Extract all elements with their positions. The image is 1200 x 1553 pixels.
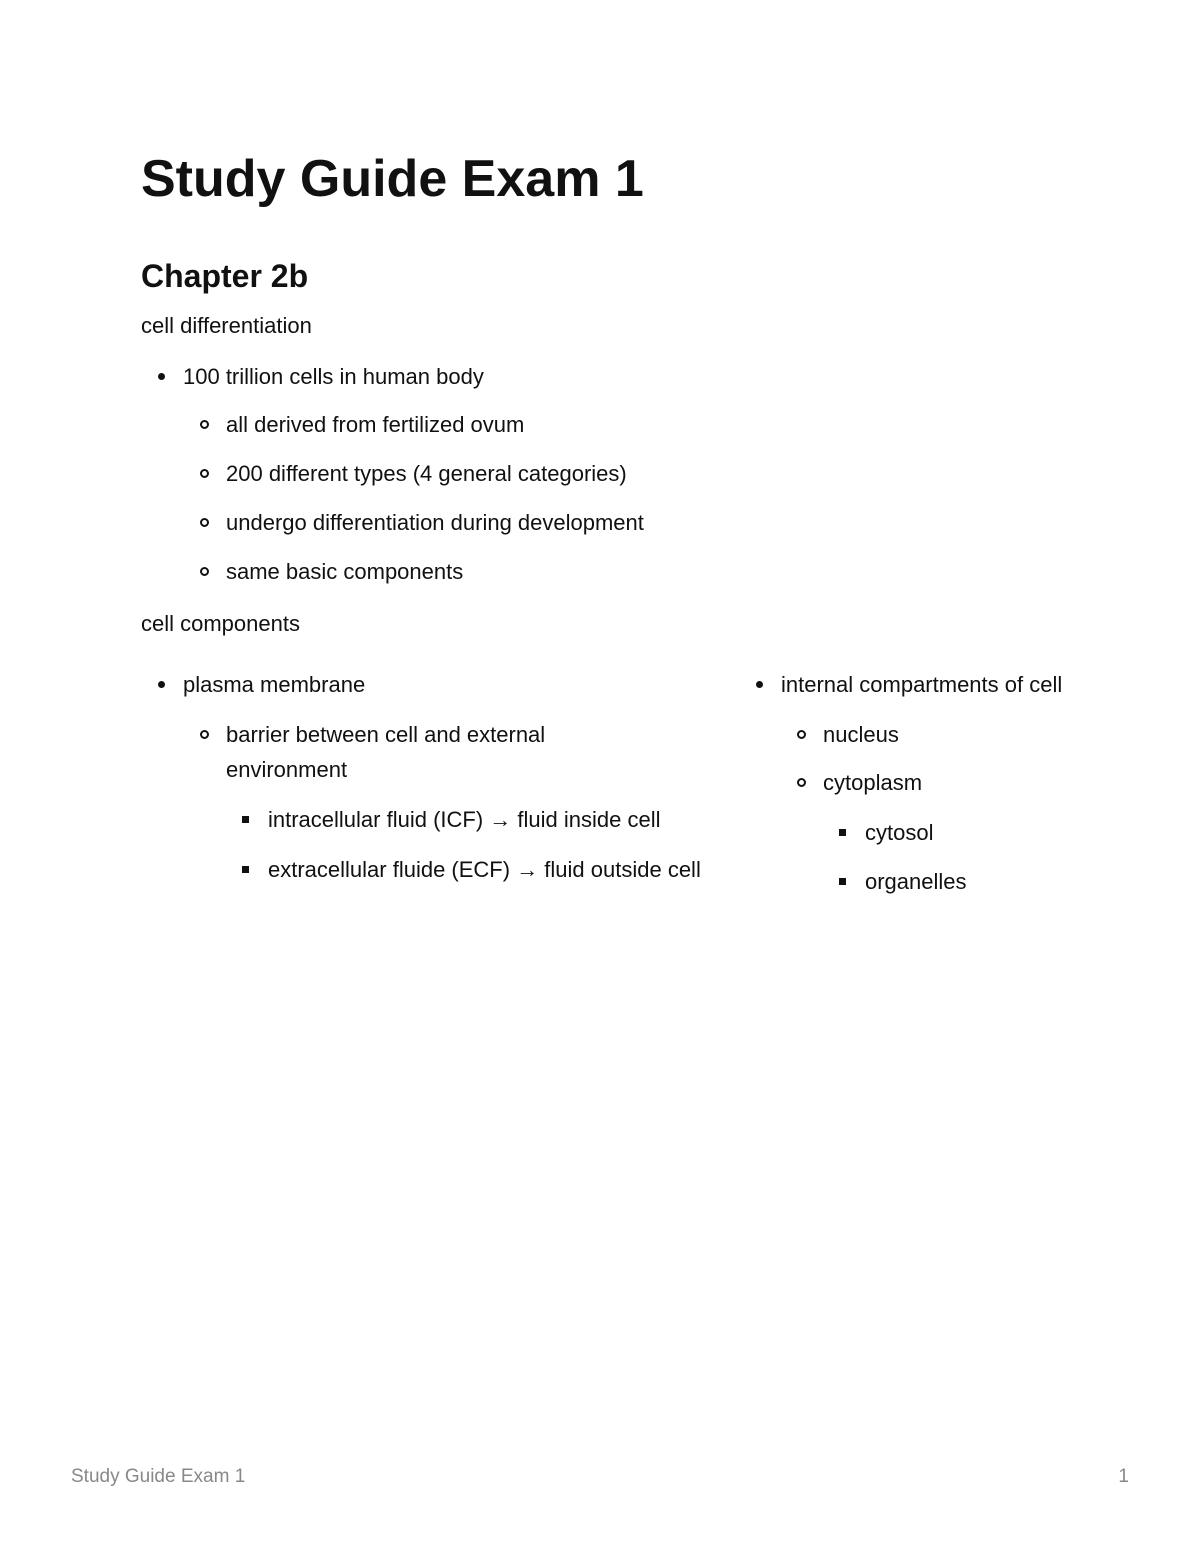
list-item-text: plasma membrane xyxy=(183,672,366,697)
chapter-heading: Chapter 2b xyxy=(141,258,309,294)
plasma-membrane-sublist xyxy=(226,717,701,887)
bullet-circle-icon xyxy=(200,469,209,478)
list-item-text: extracellular fluide (ECF) → fluid outside cell xyxy=(268,857,701,882)
bullet-circle-icon xyxy=(200,518,209,527)
list-item-text: undergo differentiation during development xyxy=(226,510,644,535)
list-item xyxy=(268,852,708,887)
list-item xyxy=(823,765,1081,899)
list-item xyxy=(226,456,883,491)
internal-compartments-sublist xyxy=(823,717,1081,899)
footer-page-number: 1 xyxy=(1118,1466,1129,1487)
list-item xyxy=(226,505,883,540)
list-item-text: 200 different types (4 general categories) xyxy=(226,461,627,486)
components-left-column xyxy=(183,667,708,887)
list-item-text: intracellular fluid (ICF) → fluid inside cell xyxy=(268,807,661,832)
list-item-text: barrier between cell and external environment xyxy=(226,722,546,782)
bullet-disc-icon xyxy=(158,681,165,688)
list-item xyxy=(226,407,883,442)
components-right-column xyxy=(781,667,1081,899)
bullet-disc-icon xyxy=(756,681,763,688)
list-item xyxy=(865,815,1081,850)
list-item xyxy=(183,359,883,589)
bullet-circle-icon xyxy=(797,778,806,787)
list-item xyxy=(781,667,1081,899)
bullet-square-icon xyxy=(839,829,846,836)
differentiation-list xyxy=(183,359,883,589)
bullet-disc-icon xyxy=(158,373,165,380)
list-item-text: internal compartments of cell xyxy=(781,672,1063,697)
list-item-text: all derived from fertilized ovum xyxy=(226,412,525,437)
list-item-text: same basic components xyxy=(226,559,464,584)
footer-title: Study Guide Exam 1 xyxy=(71,1466,246,1487)
list-item xyxy=(226,554,883,589)
list-item xyxy=(226,717,701,887)
bullet-square-icon xyxy=(242,866,249,873)
fluid-sublist xyxy=(268,802,708,887)
bullet-square-icon xyxy=(242,816,249,823)
document-title: Study Guide Exam 1 xyxy=(141,150,644,208)
list-item-text: cytoplasm xyxy=(823,770,923,795)
bullet-circle-icon xyxy=(200,730,209,739)
section-label-cell-components: cell components xyxy=(141,611,300,636)
list-item-text: cytosol xyxy=(865,820,934,845)
list-item xyxy=(823,717,1081,752)
list-item xyxy=(183,667,708,887)
list-item-text: nucleus xyxy=(823,722,899,747)
list-item xyxy=(865,864,1081,899)
differentiation-sublist xyxy=(226,407,883,589)
section-label-cell-differentiation: cell differentiation xyxy=(141,313,312,338)
list-item-text: 100 trillion cells in human body xyxy=(183,364,484,389)
bullet-circle-icon xyxy=(797,730,806,739)
bullet-square-icon xyxy=(839,878,846,885)
list-item xyxy=(268,802,708,837)
bullet-circle-icon xyxy=(200,567,209,576)
cytoplasm-sublist xyxy=(865,815,1081,899)
bullet-circle-icon xyxy=(200,420,209,429)
list-item-text: organelles xyxy=(865,869,967,894)
